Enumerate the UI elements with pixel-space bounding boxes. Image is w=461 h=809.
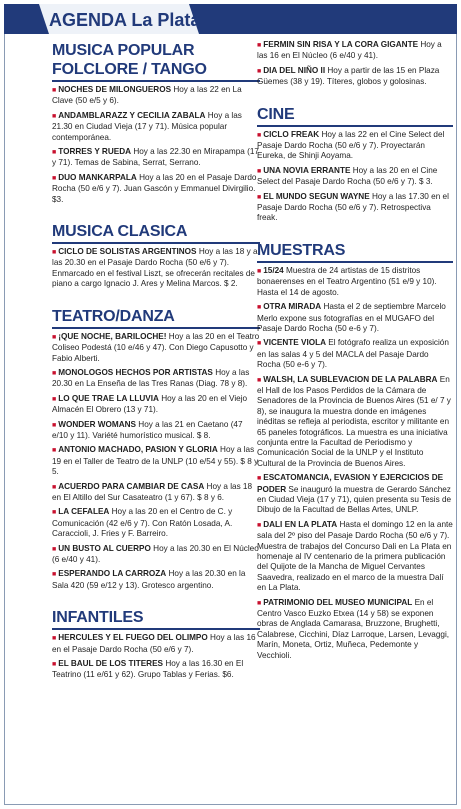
bullet-icon: ■: [257, 42, 262, 49]
agenda-entry: [257, 338, 453, 370]
agenda-entry: [52, 420, 260, 442]
bullet-icon: ■: [257, 267, 262, 275]
entry-title: EL BAUL DE LOS TITERES: [58, 659, 164, 669]
entry-title: UNA NOVIA ERRANTE: [263, 165, 351, 175]
entry-title: ANTONIO MACHADO, PASION Y GLORIA: [58, 445, 218, 455]
bullet-icon: ■: [257, 340, 262, 348]
bullet-icon: ■: [257, 67, 262, 75]
section-rule: [257, 125, 453, 127]
entry-title: ¡QUE NOCHE, BARILOCHE!: [58, 331, 167, 341]
agenda-entry: [52, 111, 260, 143]
entry-text: Hoy a las 21.30 en Ciudad Vieja (17 y 71). Música popular contemporánea.: [52, 110, 242, 142]
entry-text: Hoy a las 21 en Caetano (47 e/10 y 11). Variété humorístico musical. $ 8.: [52, 419, 243, 440]
entry-title: TORRES Y RUEDA: [58, 147, 132, 157]
entry-title: PATRIMONIO DEL MUSEO MUNICIPAL: [263, 597, 413, 607]
agenda-entry: [257, 266, 453, 298]
entry-title: NOCHES DE MILONGUEROS: [58, 85, 172, 94]
bullet-icon: ■: [52, 545, 57, 553]
agenda-entry: [52, 247, 260, 290]
bullet-icon: ■: [52, 174, 57, 182]
agenda-entry: [52, 85, 260, 107]
bullet-icon: ■: [52, 635, 57, 643]
bullet-icon: ■: [257, 193, 262, 201]
agenda-entry: [52, 445, 260, 477]
section-heading: TEATRO/DANZA: [52, 307, 175, 325]
agenda-entry: [52, 544, 260, 566]
right-column: [257, 40, 453, 665]
agenda-title: AGENDA La Plata: [49, 10, 201, 30]
entry-text: Hoy a las 17.30 en el Pasaje Dardo Rocha (50 e/6 y 7). Retrospectiva freak.: [257, 191, 449, 223]
bullet-icon: ■: [52, 369, 57, 377]
agenda-entry: [52, 569, 260, 591]
agenda-entry: [257, 375, 453, 470]
section-heading: MUESTRAS: [257, 241, 346, 259]
bullet-icon: ■: [52, 509, 57, 517]
agenda-entry: [52, 659, 260, 681]
entry-text: Hoy a las 16 en el Pasaje Dardo Rocha (50 e/6 y 7).: [52, 633, 256, 654]
entry-title: ESPERANDO LA CARROZA: [58, 569, 167, 579]
entry-title: ESCATOMANCIA, EVASION Y EJERCICIOS DE PODER: [257, 473, 444, 494]
agenda-entry: [52, 394, 260, 416]
agenda-entry: [257, 520, 453, 594]
bullet-icon: ■: [257, 599, 262, 607]
entry-title: DIA DEL NIÑO II: [263, 65, 326, 75]
entry-title: OTRA MIRADA: [263, 302, 322, 312]
entry-text: Hoy a las 20.30 en La Enseña de las Tres Ranas (Diag. 78 y 8).: [52, 367, 250, 389]
entry-text: Hoy a las 20 en el Viejo Almacén El Obrero (13 y 71).: [52, 393, 248, 415]
entry-text: Hoy a las 22 en La Clave (50 e/5 y 6).: [52, 85, 242, 106]
bullet-icon: ■: [52, 571, 57, 579]
section-rule: [52, 327, 260, 329]
agenda-entry: [257, 598, 453, 661]
entry-title: ACUERDO PARA CAMBIAR DE CASA: [58, 481, 205, 491]
left-column: [52, 40, 260, 685]
entry-text: Hoy a las 22.30 en Mirapampa (17 y 71). Temas de Sabina, Serrat, Serrano.: [52, 147, 259, 168]
entry-title: FERMIN SIN RISA Y LA CORA GIGANTE: [263, 40, 419, 49]
entry-title: MONOLOGOS HECHOS POR ARTISTAS: [58, 367, 213, 377]
entry-title: DUO MANKARPALA: [58, 172, 137, 182]
entry-text: Hoy a las 19 en el Taller de Teatro de la UNLP (10 e/54 y 55). $ 8 y 5.: [52, 445, 259, 477]
entry-title: HERCULES Y EL FUEGO DEL OLIMPO: [58, 633, 208, 643]
bullet-icon: ■: [52, 483, 57, 491]
entry-text: En el Centro Vasco Euzko Etxea (14 y 58) se exponen obras de Anglada Camarasa, Bruzzone, Brughetti, Calabrese, Cicchini, Díaz Larroque, Larsen, Levaggi, Marín, Moneta, Ortiz, Muñeca, Pedemonte y Vecchioli.: [257, 597, 450, 660]
entry-text: Hasta el 2 de septiembre Marcelo Merlo expone sus fotografías en el MUGAFO del Pasaje Dardo Rocha (50 e-6 y 7).: [257, 302, 446, 333]
bullet-icon: ■: [52, 249, 57, 257]
agenda-entry: [257, 166, 453, 188]
agenda-entry: [52, 633, 260, 655]
agenda-entry: [52, 368, 260, 390]
agenda-entry: [52, 332, 260, 364]
entry-title: DALI EN LA PLATA: [263, 519, 338, 529]
entry-text: Hoy a las 20 en el Cine Select del Pasaje Dardo Rocha (50 e/6 y 7). $ 3.: [257, 165, 438, 187]
bullet-icon: ■: [257, 131, 262, 139]
section-heading: INFANTILES: [52, 609, 144, 627]
entry-text: Hoy a las 20 en el Teatro Coliseo Podestá (10 e/46 y 47). Con Diego Capusotto y Fabio Alberti.: [52, 331, 260, 363]
section-rule: [52, 80, 260, 82]
agenda-entry: [52, 482, 260, 504]
entry-title: LO QUE TRAE LA LLUVIA: [58, 393, 159, 403]
bullet-icon: ■: [52, 87, 57, 94]
entry-text: El fotógrafo realiza un exposición en las salas 4 y 5 del MACLA del Pasaje Dardo Rocha (50 e-6 y 7).: [257, 338, 449, 370]
entry-text: Se inauguró la muestra de Gerardo Sánchez en Ciudad Vieja (17 y 71), quien presenta su Tesis de Dibujo de la Facultad de Bellas Artes, UNLP.: [257, 484, 452, 515]
bullet-icon: ■: [257, 376, 262, 384]
entry-title: EL MUNDO SEGUN WAYNE: [263, 191, 370, 201]
section-heading: MUSICA POPULAR: [52, 42, 195, 59]
agenda-entry: [257, 66, 453, 88]
entry-text: Hoy a las 16 en El Núcleo (6 e/40 y 41).: [257, 40, 442, 61]
entry-title: ANDAMBLARAZZ Y CECILIA ZABALA: [58, 110, 206, 120]
bullet-icon: ■: [52, 447, 57, 455]
entry-title: 15/24: [263, 265, 284, 275]
entry-text: En el Hall de los Pasos Perdidos de la Cámara de Senadores de la Provincia de Buenos Aires (51 e/ 7 y 8), se inaugura la muestra donde en imágenes inéditas se refleja al periodista, escritor y militante en 65 paneles fotográficos. La muestra es una iniciativa conjunta entre la Facultad de Periodismo y Comunicación Social de la UNLP y el Instituto Cultural de la Provincia de Buenos Aires.: [257, 374, 451, 468]
entry-text: Hoy a las 16.30 en El Teatrino (11 e/61 y 62). Grupo Tablas y Ferias. $6.: [52, 659, 244, 680]
entry-text: Hoy a partir de las 15 en Plaza Güemes (38 y 19). Títeres, globos y golosinas.: [257, 65, 440, 87]
bullet-icon: ■: [52, 333, 57, 341]
agenda-entry: [52, 173, 260, 205]
section-rule: [52, 242, 260, 244]
entry-text: Muestra de 24 artistas de 15 distritos bonaerenses en el Teatro Argentino (51 e/9 y 10). Hasta el 14 de agosto.: [257, 265, 437, 297]
section-heading: MUSICA CLASICA: [52, 223, 188, 241]
entry-text: Hoy a las 18 en El Altillo del Sur Casateatro (1 y 67). $ 8 y 6.: [52, 481, 253, 502]
bullet-icon: ■: [52, 395, 57, 403]
agenda-entry: [257, 302, 453, 334]
entry-title: WONDER WOMANS: [58, 419, 137, 429]
agenda-entry: [52, 507, 260, 539]
section-rule: [257, 261, 453, 263]
bullet-icon: ■: [257, 521, 262, 529]
agenda-header: [4, 4, 457, 34]
entry-title: LA CEFALEA: [58, 507, 110, 517]
entry-text: Hasta el domingo 12 en la ante sala del 2º piso del Pasaje Dardo Rocha (50 e/6 y 7). Muestra de trabajos del Concurso Dali en La Plata en homenaje al IV centenario de la primera publicación del Quijote de la Mancha de Miguel Cervantes Saavedra, realizado en el marco de la muestra Dalí en La Plata.: [257, 519, 453, 593]
entry-title: VICENTE VIOLA: [263, 338, 327, 348]
entry-text: Hoy a las 20.30 en El Núcleo (6 e/40 y 41).: [52, 543, 259, 564]
agenda-entry: [52, 147, 260, 169]
section-heading: FOLCLORE / TANGO: [52, 61, 207, 78]
agenda-entry: [257, 40, 453, 62]
entry-text: Hoy a las 18 y a las 20.30 en el Pasaje Dardo Rocha (50 e/6 y 7). Enmarcado en el festival Liszt, se ofrecerán recitales de piano a cargo Ignacio J. Ares y Melina Marcos. $ 2.: [52, 247, 258, 289]
section-rule: [52, 628, 260, 630]
section-heading: CINE: [257, 105, 295, 123]
bullet-icon: ■: [52, 112, 57, 120]
agenda-entry: [257, 130, 453, 162]
bullet-icon: ■: [52, 149, 57, 157]
bullet-icon: ■: [52, 421, 57, 429]
entry-text: Hoy a las 20 en el Pasaje Dardo Rocha (50 e/6 y 7). Juan Gascón y Emmanuel Divirgilio. $3.: [52, 172, 257, 204]
entry-title: UN BUSTO AL CUERPO: [58, 543, 151, 553]
entry-text: Hoy a las 22 en el Cine Select del Pasaje Dardo Rocha (50 e/6 y 7). Proyectarán Eureka, de Shinji Aoyama.: [257, 129, 445, 161]
entry-title: CICLO FREAK: [263, 129, 320, 139]
entry-text: Hoy a las 20 en el Centro de C. y Comunicación (42 e/6 y 7). Con Ratón Losada, A. Caraccioli, J. Fries y F. Barreiro.: [52, 507, 233, 539]
entry-title: WALSH, LA SUBLEVACION DE LA PALABRA: [263, 374, 438, 384]
bullet-icon: ■: [52, 661, 57, 669]
entry-title: CICLO DE SOLISTAS ARGENTINOS: [58, 247, 197, 257]
agenda-entry: [257, 473, 453, 516]
bullet-icon: ■: [257, 304, 262, 312]
agenda-entry: [257, 192, 453, 224]
bullet-icon: ■: [257, 475, 262, 483]
entry-text: Hoy a las 20.30 en la Sala 420 (59 e/12 y 13). Grotesco argentino.: [52, 569, 246, 590]
bullet-icon: ■: [257, 167, 262, 175]
